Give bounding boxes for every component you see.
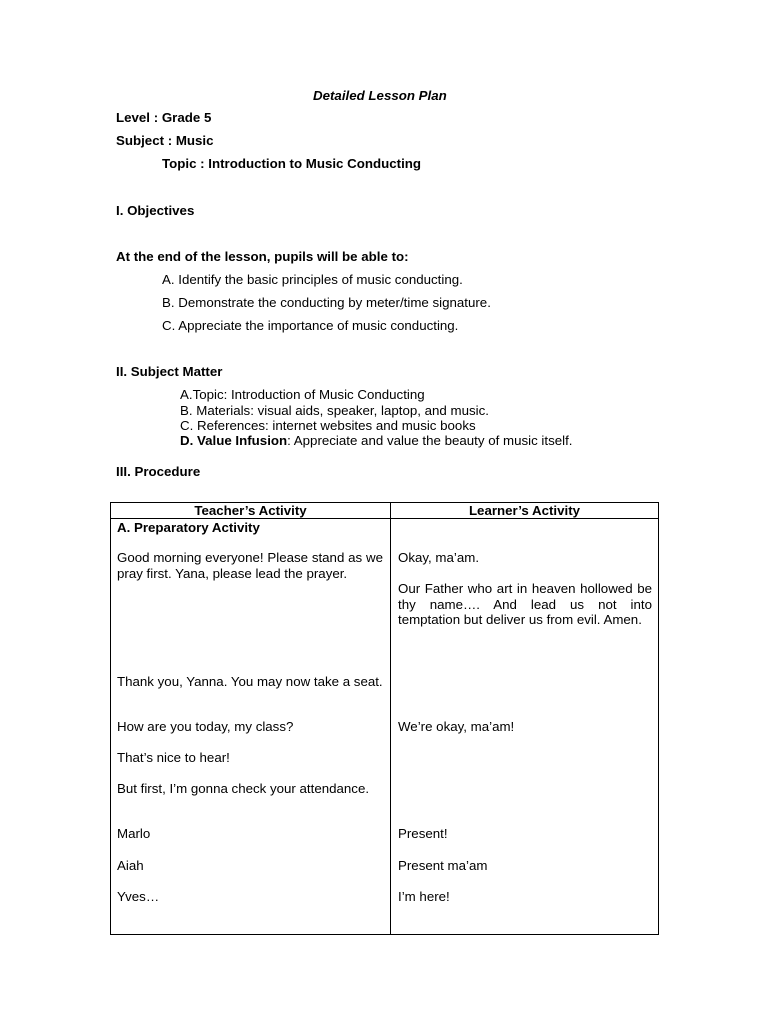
subject-matter-item: A.Topic: Introduction of Music Conducting xyxy=(180,387,425,402)
column-divider xyxy=(390,503,391,934)
objective-item: C. Appreciate the importance of music conducting. xyxy=(162,318,459,333)
learner-line: We’re okay, ma’am! xyxy=(398,719,515,734)
teacher-line: How are you today, my class? xyxy=(117,719,294,734)
objective-item: A. Identify the basic principles of music conducting. xyxy=(162,272,463,287)
teacher-line: Yves… xyxy=(117,889,160,904)
teacher-line: Aiah xyxy=(117,858,144,873)
teacher-line: Marlo xyxy=(117,826,151,841)
teacher-line: That’s nice to hear! xyxy=(117,750,230,765)
objectives-heading: I. Objectives xyxy=(116,203,195,218)
teacher-line: Thank you, Yanna. You may now take a seat. xyxy=(117,674,383,689)
objectives-intro: At the end of the lesson, pupils will be able to: xyxy=(116,249,409,264)
subject-matter-heading: II. Subject Matter xyxy=(116,364,223,379)
learner-line: Our Father who art in heaven hollowed be thy name…. And lead us not into temptation but deliver us from evil. Amen. xyxy=(398,581,652,627)
level-line: Level : Grade 5 xyxy=(116,110,212,125)
value-infusion-text: : Appreciate and value the beauty of music itself. xyxy=(287,433,573,448)
objective-item: B. Demonstrate the conducting by meter/time signature. xyxy=(162,295,491,310)
learner-line: Present ma’am xyxy=(398,858,488,873)
value-infusion-line xyxy=(180,433,572,449)
learner-line: Okay, ma’am. xyxy=(398,550,480,565)
section-heading: A. Preparatory Activity xyxy=(117,520,260,535)
subject-matter-item: B. Materials: visual aids, speaker, laptop, and music. xyxy=(180,403,489,418)
procedure-table xyxy=(110,502,659,935)
teacher-column-header: Teacher’s Activity xyxy=(194,503,307,518)
header-divider xyxy=(111,518,658,519)
learner-column-header: Learner’s Activity xyxy=(468,503,581,518)
value-infusion-label: D. Value Infusion xyxy=(180,433,288,448)
topic-line: Topic : Introduction to Music Conducting xyxy=(162,156,422,171)
teacher-line: But first, I’m gonna check your attendance. xyxy=(117,781,370,796)
learner-line: I’m here! xyxy=(398,889,450,904)
subject-matter-item: C. References: internet websites and music books xyxy=(180,418,476,433)
procedure-heading: III. Procedure xyxy=(116,464,201,479)
learner-line: Present! xyxy=(398,826,448,841)
page-title: Detailed Lesson Plan xyxy=(313,88,447,103)
subject-line: Subject : Music xyxy=(116,133,214,148)
teacher-line: Good morning everyone! Please stand as we pray first. Yana, please lead the prayer. xyxy=(117,550,383,581)
